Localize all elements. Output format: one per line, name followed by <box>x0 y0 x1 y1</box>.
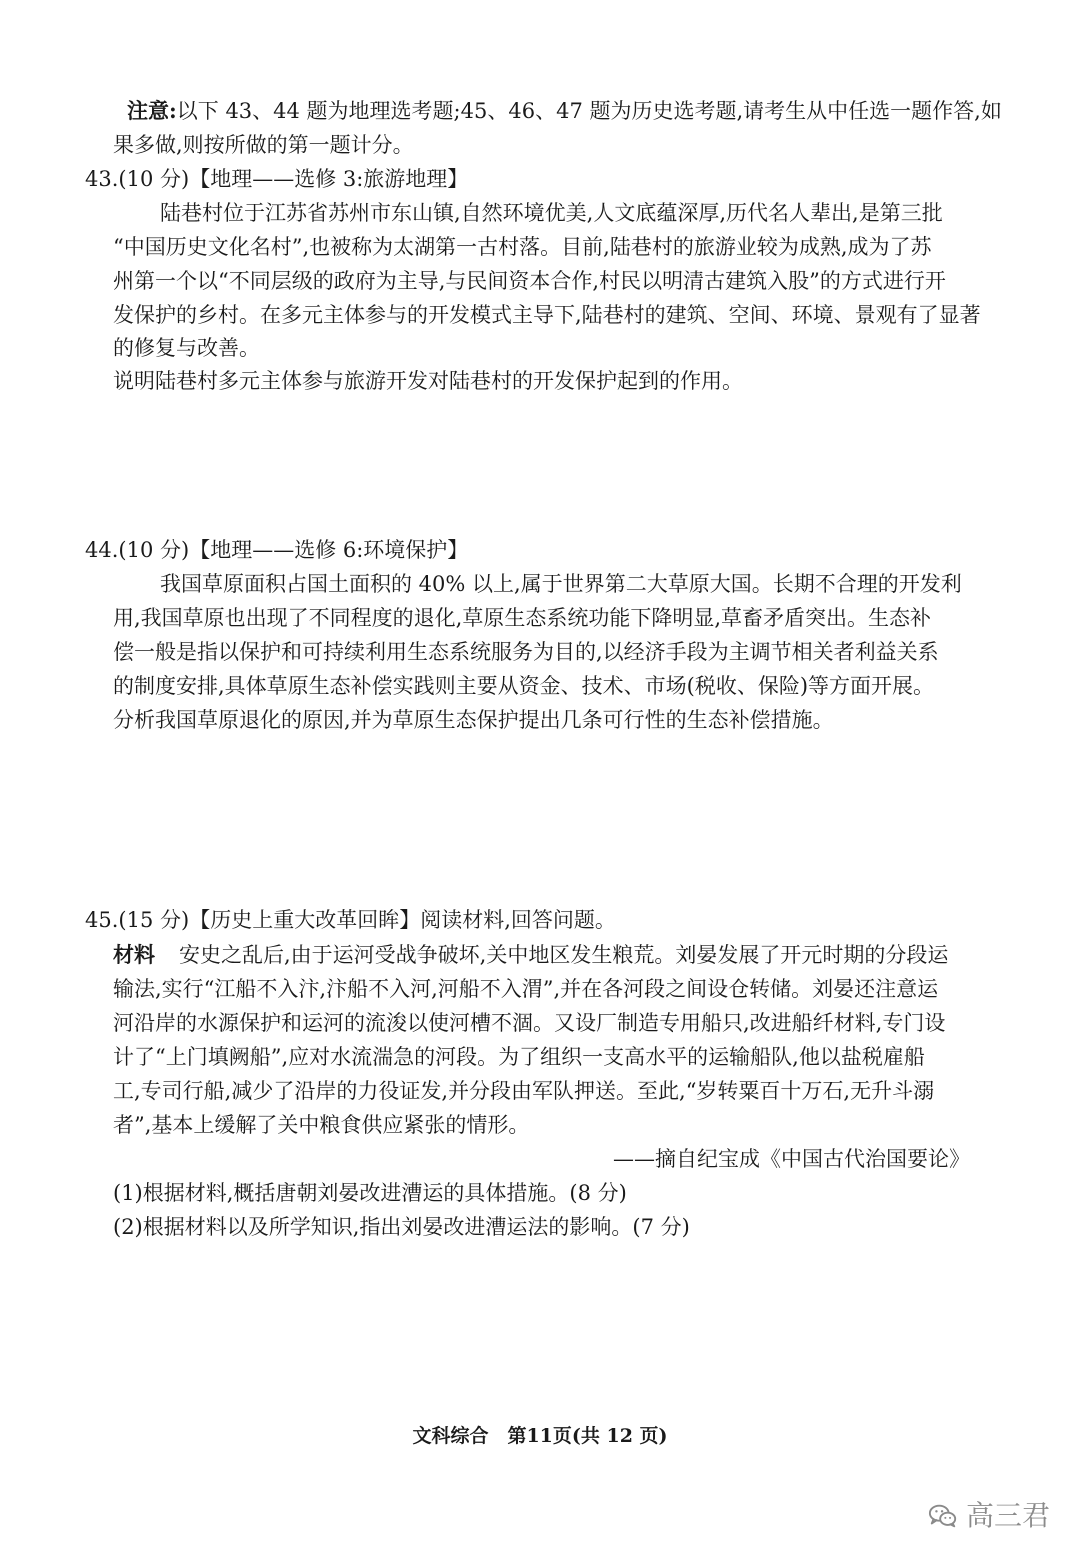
q45-subquestion-2: (2)根据材料以及所学知识,指出刘晏改进漕运法的影响。(7 分) <box>113 1215 690 1239</box>
notice-line-1 <box>127 96 1002 126</box>
q44-header <box>85 535 468 565</box>
q43-title: (10 分)【地理——选修 3:旅游地理】 <box>118 167 469 191</box>
q44-title: (10 分)【地理——选修 6:环境保护】 <box>118 538 469 562</box>
page-footer: 文科综合 第11页(共 12 页) <box>412 1425 668 1447</box>
q43-prompt: 说明陆巷村多元主体参与旅游开发对陆巷村的开发保护起到的作用。 <box>113 369 743 393</box>
q45-paragraph-line: 输法,实行“江船不入汴,汴船不入河,河船不入渭”,并在各河段之间设仓转储。刘晏还注意运 <box>113 977 939 1001</box>
q45-number: 45. <box>85 908 119 932</box>
wechat-icon <box>928 1501 958 1531</box>
q45-source: ——摘自纪宝成《中国古代治国要论》 <box>613 1147 970 1171</box>
q45-title: (15 分)【历史上重大改革回眸】阅读材料,回答问题。 <box>118 908 616 932</box>
q43-paragraph-line: “中国历史文化名村”,也被称为太湖第一古村落。目前,陆巷村的旅游业较为成熟,成为了苏 <box>113 235 932 259</box>
q45-material-line <box>113 940 948 970</box>
q44-number: 44. <box>85 538 119 562</box>
watermark-text: 高三君 <box>966 1499 1051 1532</box>
q45-header <box>85 905 616 935</box>
q44-paragraph-line: 偿一般是指以保护和可持续利用生态系统服务为目的,以经济手段为主调节相关者利益关系 <box>113 640 939 664</box>
material-label: 材料 <box>113 942 155 967</box>
notice-line-2: 果多做,则按所做的第一题计分。 <box>113 133 414 157</box>
q43-paragraph-line: 州第一个以“不同层级的政府为主导,与民间资本合作,村民以明清古建筑入股”的方式进行开 <box>113 269 946 293</box>
q43-paragraph-line: 的修复与改善。 <box>113 336 260 360</box>
q43-paragraph-line: 陆巷村位于江苏省苏州市东山镇,自然环境优美,人文底蕴深厚,历代名人辈出,是第三批 <box>160 201 943 225</box>
q44-paragraph-line: 用,我国草原也出现了不同程度的退化,草原生态系统功能下降明显,草畜矛盾突出。生态补 <box>113 606 932 630</box>
q44-paragraph-line: 的制度安排,具体草原生态补偿实践则主要从资金、技术、市场(税收、保险)等方面开展。 <box>113 674 935 698</box>
notice-label: 注意: <box>127 98 177 123</box>
q45-paragraph-line: 河沿岸的水源保护和运河的流浚以使河槽不涸。又设厂制造专用船只,改进船纤材料,专门设 <box>113 1011 946 1035</box>
q45-paragraph-line: 计了“上门填阙船”,应对水流湍急的河段。为了组织一支高水平的运输船队,他以盐税雇船 <box>113 1045 925 1069</box>
q44-prompt: 分析我国草原退化的原因,并为草原生态保护提出几条可行性的生态补偿措施。 <box>113 708 834 732</box>
q43-number: 43. <box>85 167 119 191</box>
q45-paragraph-line: 工,专司行船,减少了沿岸的力役证发,并分段由军队押送。至此,“岁转粟百十万石,无升斗溺 <box>113 1079 935 1103</box>
q45-material-text: 安史之乱后,由于运河受战争破坏,关中地区发生粮荒。刘晏发展了开元时期的分段运 <box>179 943 949 967</box>
q44-paragraph-line: 我国草原面积占国土面积的 40% 以上,属于世界第二大草原大国。长期不合理的开发利 <box>160 572 962 596</box>
q43-header <box>85 164 468 194</box>
q43-paragraph-line: 发保护的乡村。在多元主体参与的开发模式主导下,陆巷村的建筑、空间、环境、景观有了显著 <box>113 303 981 327</box>
q45-paragraph-line: 者”,基本上缓解了关中粮食供应紧张的情形。 <box>113 1113 530 1137</box>
q45-subquestion-1: (1)根据材料,概括唐朝刘晏改进漕运的具体措施。(8 分) <box>113 1181 627 1205</box>
notice-text-1: 以下 43、44 题为地理选考题;45、46、47 题为历史选考题,请考生从中任选一题作答,如 <box>176 99 1002 123</box>
watermark <box>928 1494 1050 1538</box>
